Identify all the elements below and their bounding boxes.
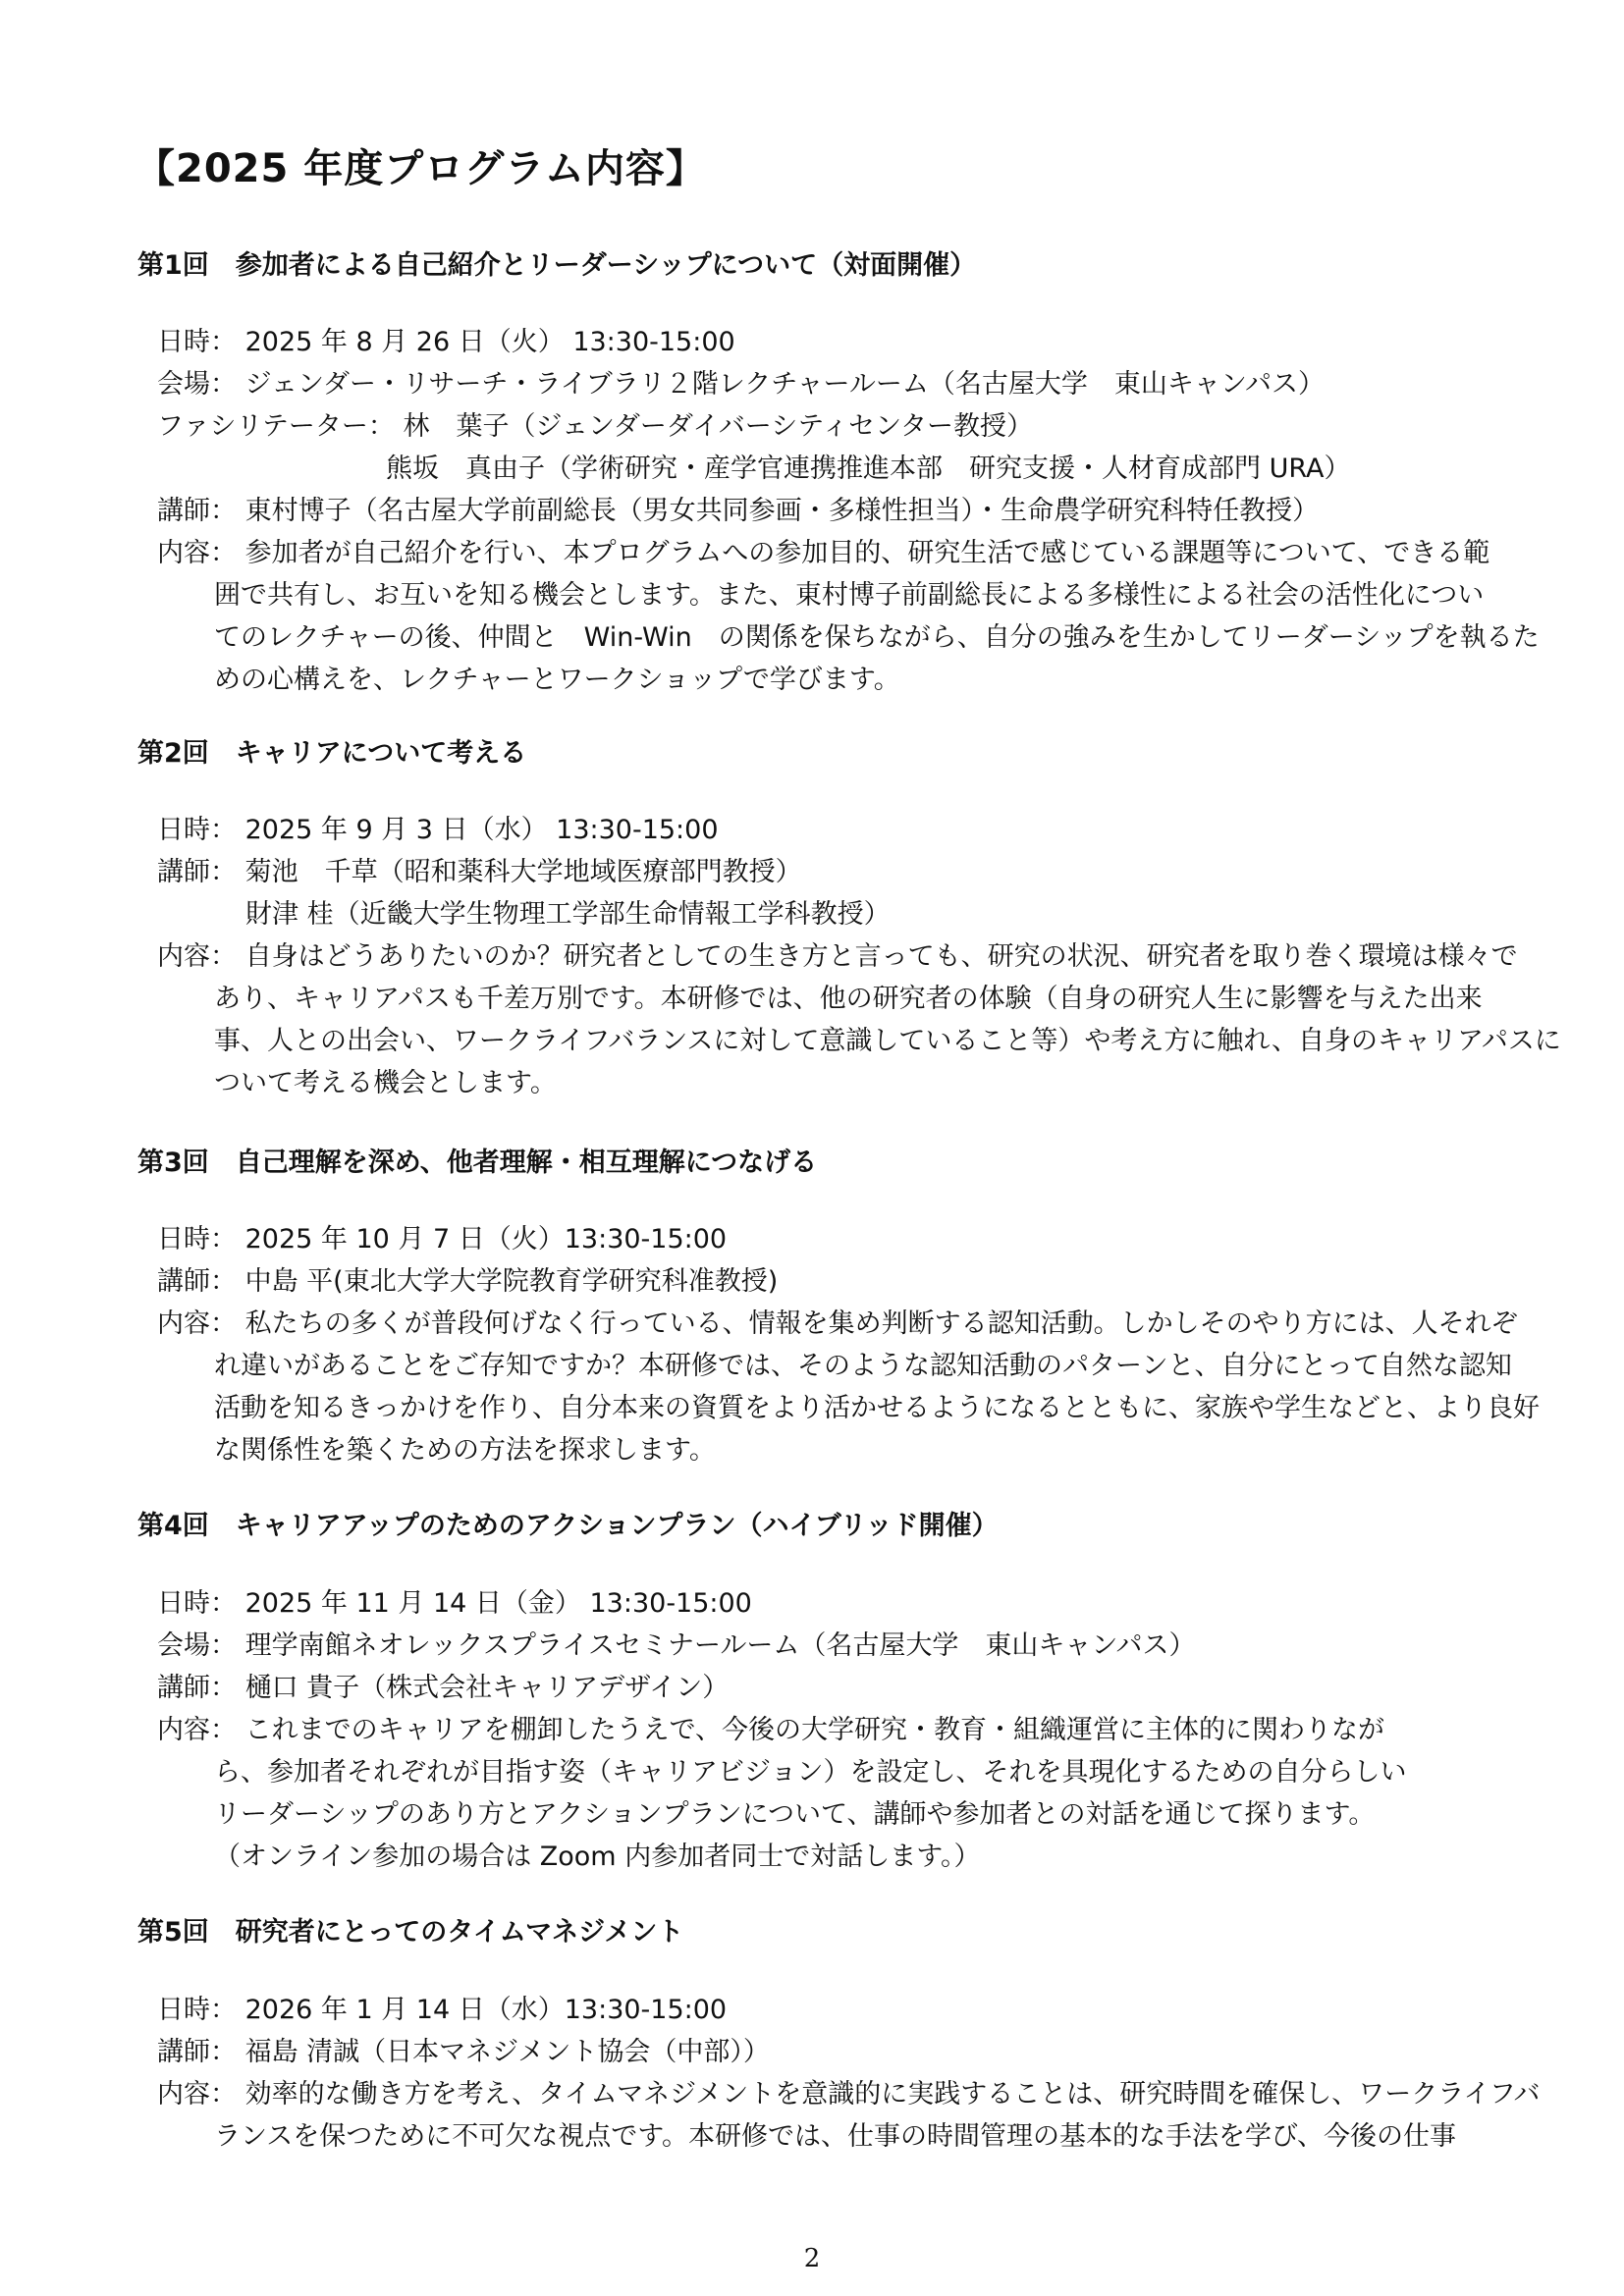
session-3-content-line: 内容： 私たちの多くが普段何げなく行っている、情報を集め判断する認知活動。しかしそのやり方には、人それぞ — [157, 1308, 1518, 1339]
session-1-facilitator-1: ファシリテーター： 林 葉子（ジェンダーダイバーシティセンター教授） — [157, 411, 1034, 442]
session-1-content-line: めの心構えを、レクチャーとワークショップで学びます。 — [214, 665, 900, 695]
session-2-lecturer-1: 講師： 菊池 千草（昭和薬科大学地域医療部門教授） — [157, 857, 802, 887]
session-2-date: 日時： 2025 年 9 月 3 日（水） 13:30-15:00 — [157, 815, 719, 845]
session-3-title: 第3回 自己理解を深め、他者理解・相互理解につなげる — [137, 1148, 818, 1178]
session-4-lecturer: 講師： 樋口 貴子（株式会社キャリアデザイン） — [157, 1673, 730, 1703]
session-1-content-line: てのレクチャーの後、仲間と Win-Win の関係を保ちながら、自分の強みを生かしてリーダーシップを執るた — [214, 622, 1540, 653]
session-5-title: 第5回 研究者にとってのタイムマネジメント — [137, 1917, 684, 1948]
session-1-lecturer: 講師： 東村博子（名古屋大学前副総長（男女共同参画・多様性担当）・生命農学研究科特任教授） — [157, 496, 1320, 526]
session-2-content-line: 内容： 自身はどうありたいのか？研究者としての生き方と言っても、研究の状況、研究者を取り巻く環境は様々で — [157, 941, 1518, 972]
session-3-content-line: 活動を知るきっかけを作り、自分本来の資質をより活かせるようになるとともに、家族や学生などと、より良好 — [214, 1393, 1540, 1423]
session-4-content-line: リーダーシップのあり方とアクションプランについて、講師や参加者との対話を通じて探ります。 — [214, 1799, 1376, 1830]
page-title: 【2025 年度プログラム内容】 — [135, 146, 706, 191]
session-3-content-line: れ違いがあることをご存知ですか？本研修では、そのような認知活動のパターンと、自分にとって自然な認知 — [214, 1351, 1512, 1381]
session-3-lecturer: 講師： 中島 平(東北大学大学院教育学研究科准教授) — [157, 1266, 779, 1297]
session-1-content-line: 内容： 参加者が自己紹介を行い、本プログラムへの参加目的、研究生活で感じている課題等について、できる範 — [157, 538, 1490, 568]
session-4-content-line: 内容： これまでのキャリアを棚卸したうえで、今後の大学研究・教育・組織運営に主体的に関わりなが — [157, 1715, 1385, 1745]
session-4-venue: 会場： 理学南館ネオレックスプライスセミナールーム（名古屋大学 東山キャンパス） — [157, 1630, 1196, 1661]
session-2-content-line: 事、人との出会い、ワークライフバランスに対して意識していること等）や考え方に触れ、自身のキャリアパスに — [214, 1026, 1561, 1056]
session-1-date: 日時： 2025 年 8 月 26 日（火） 13:30-15:00 — [157, 327, 735, 357]
session-4-date: 日時： 2025 年 11 月 14 日（金） 13:30-15:00 — [157, 1588, 752, 1619]
session-1-title: 第1回 参加者による自己紹介とリーダーシップについて（対面開催） — [137, 250, 977, 281]
session-1-venue: 会場： ジェンダー・リサーチ・ライブラリ２階レクチャールーム（名古屋大学 東山キャンパス） — [157, 369, 1326, 400]
session-4-content-line: （オンライン参加の場合は Zoom 内参加者同士で対話します。） — [214, 1842, 981, 1872]
session-1-facilitator-2: 熊坂 真由子（学術研究・産学官連携推進本部 研究支援・人材育成部門 URA） — [386, 454, 1351, 484]
session-2-lecturer-2: 財津 桂（近畿大学生物理工学部生命情報工学科教授） — [245, 899, 891, 930]
session-3-content-line: な関係性を築くための方法を探求します。 — [214, 1435, 716, 1466]
page-number: 2 — [803, 2244, 821, 2273]
session-3-date: 日時： 2025 年 10 月 7 日（火）13:30-15:00 — [157, 1224, 728, 1255]
session-2-content-line: ついて考える機会とします。 — [214, 1068, 557, 1098]
session-1-content-line: 囲で共有し、お互いを知る機会とします。また、東村博子前副総長による多様性による社会の活性化につい — [214, 580, 1485, 611]
session-2-title: 第2回 キャリアについて考える — [137, 738, 527, 769]
session-5-date: 日時： 2026 年 1 月 14 日（水）13:30-15:00 — [157, 1995, 728, 2025]
session-5-content-line: 内容： 効率的な働き方を考え、タイムマネジメントを意識的に実践することは、研究時間を確保し、ワークライフバ — [157, 2079, 1541, 2109]
session-4-title: 第4回 キャリアアップのためのアクションプラン（ハイブリッド開催） — [137, 1511, 999, 1541]
session-5-content-line: ランスを保つために不可欠な視点です。本研修では、仕事の時間管理の基本的な手法を学び、今後の仕事 — [214, 2121, 1456, 2152]
session-4-content-line: ら、参加者それぞれが目指す姿（キャリアビジョン）を設定し、それを具現化するための自分らしい — [214, 1757, 1407, 1788]
session-5-lecturer: 講師： 福島 清誠（日本マネジメント協会（中部）） — [157, 2037, 770, 2067]
session-2-content-line: あり、キャリアパスも千差万別です。本研修では、他の研究者の体験（自身の研究人生に影響を与えた出来 — [214, 984, 1483, 1014]
